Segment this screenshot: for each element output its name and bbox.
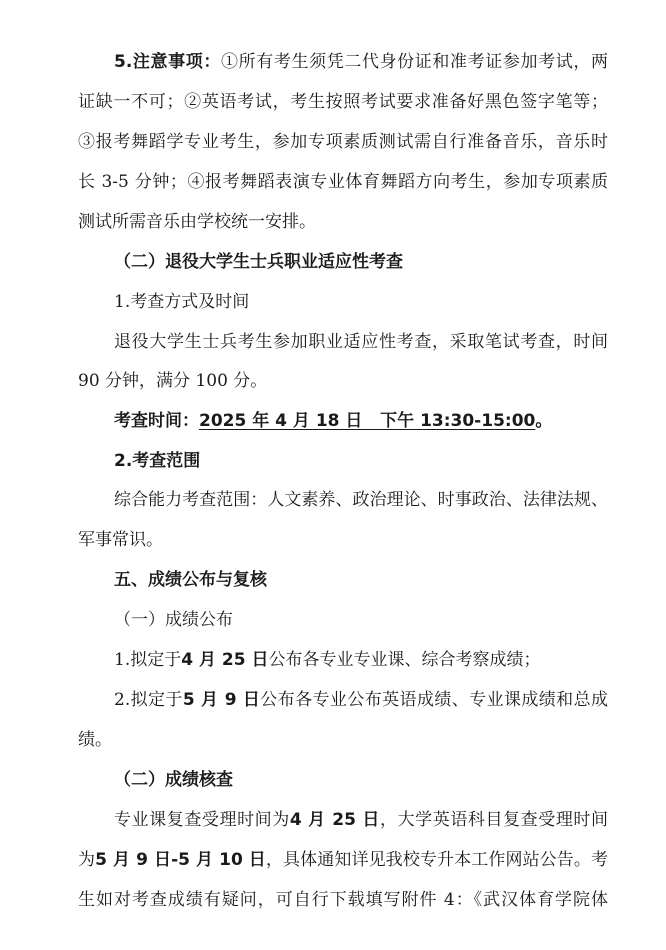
review-date-1: 4 月 25 日 — [289, 810, 381, 830]
review-line-3: 生如对考查成绩有疑问，可自行下载填写附件 4：《武汉体育学院体 — [78, 890, 608, 910]
notes-line-4: 长 3-5 分钟；④报考舞蹈表演专业体育舞蹈方向考生，参加专项素质 — [78, 172, 608, 192]
scope-line-1: 综合能力考查范围：人文素养、政治理论、时事政治、法律法规、 — [114, 490, 608, 510]
subheading-review: （二）成绩核查 — [114, 770, 233, 790]
publish-date-2: 5 月 9 日 — [182, 690, 261, 710]
subheading-method-time: 1.考查方式及时间 — [114, 292, 250, 312]
publish-item-2-cont: 绩。 — [78, 730, 112, 750]
publish-item-2: 2.拟定于5 月 9 日公布各专业公布英语成绩、专业课成绩和总成 — [114, 690, 608, 710]
exam-time-value: 2025 年 4 月 18 日 下午 13:30-15:00 — [199, 411, 536, 431]
publish-item-1: 1.拟定于4 月 25 日公布各专业专业课、综合考察成绩； — [114, 650, 541, 670]
notes-label: 5.注意事项： — [114, 52, 221, 72]
section-heading-veteran: （二）退役大学生士兵职业适应性考查 — [114, 252, 403, 272]
notes-line-5: 测试所需音乐由学校统一安排。 — [78, 212, 316, 232]
subheading-scope: 2.考查范围 — [114, 451, 201, 471]
notes-line-1: 5.注意事项：①所有考生须凭二代身份证和准考证参加考试，两 — [114, 52, 608, 72]
notes-line-2: 证缺一不可；②英语考试，考生按照考试要求准备好黑色签字笔等； — [78, 92, 608, 112]
publish-date-1: 4 月 25 日 — [181, 650, 269, 670]
method-line-1: 退役大学生士兵考生参加职业适应性考查，采取笔试考查，时间 — [114, 332, 608, 352]
notes-line-3: ③报考舞蹈学专业考生，参加专项素质测试需自行准备音乐，音乐时 — [78, 132, 608, 152]
review-line-2: 为5 月 9 日-5 月 10 日，具体通知详见我校专升本工作网站公告。考 — [78, 850, 608, 870]
method-line-2: 90 分钟，满分 100 分。 — [78, 371, 268, 391]
section-heading-results: 五、成绩公布与复核 — [114, 570, 267, 590]
review-date-2: 5 月 9 日-5 月 10 日 — [95, 850, 266, 870]
scope-line-2: 军事常识。 — [78, 530, 163, 550]
subheading-publish: （一）成绩公布 — [114, 610, 233, 630]
exam-time-line: 考查时间：2025 年 4 月 18 日 下午 13:30-15:00。 — [114, 411, 553, 431]
exam-time-label: 考查时间： — [114, 411, 199, 431]
review-line-1: 专业课复查受理时间为4 月 25 日，大学英语科目复查受理时间 — [114, 810, 609, 830]
